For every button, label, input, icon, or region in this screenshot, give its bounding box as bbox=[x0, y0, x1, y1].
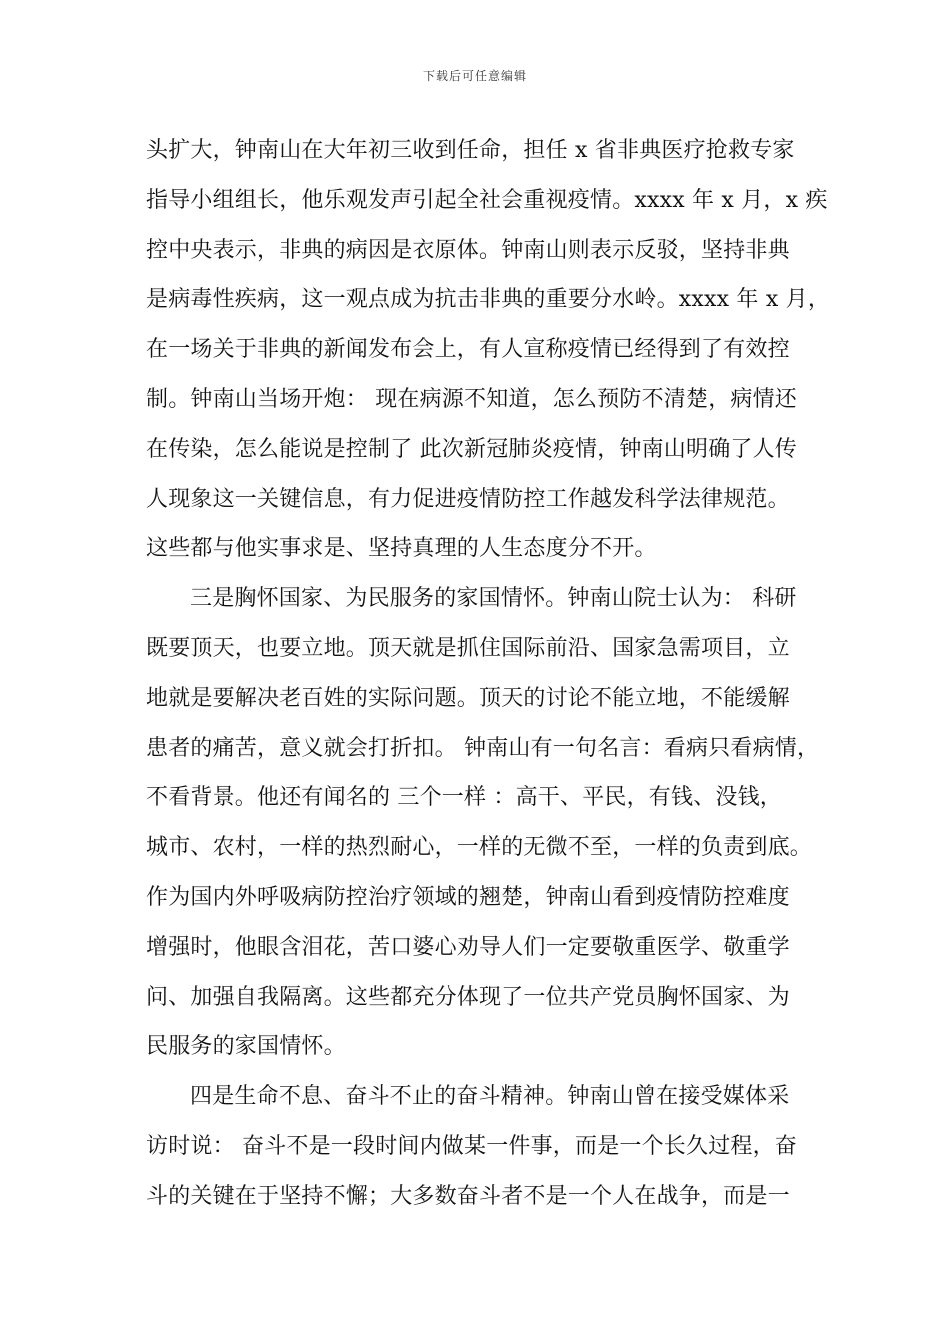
text-line: 三是胸怀国家、为民服务的家国情怀。钟南山院士认为： 科研 bbox=[190, 586, 797, 612]
text-line: 在一场关于非典的新闻发布会上，有人宣称疫情已经得到了有效控 bbox=[146, 337, 790, 363]
text-line: 四是生命不息、奋斗不止的奋斗精神。钟南山曾在接受媒体采 bbox=[190, 1084, 790, 1110]
text-line: 问、加强自我隔离。这些都充分体现了一位共产党员胸怀国家、为 bbox=[146, 984, 790, 1010]
text-line: 控中央表示，非典的病因是衣原体。钟南山则表示反驳，坚持非典 bbox=[146, 237, 790, 263]
text-line: 斗的关键在于坚持不懈；大多数奋斗者不是一个人在战争，而是一 bbox=[146, 1183, 790, 1209]
text-line: 指导小组组长，他乐观发声引起全社会重视疫情。xxxx 年 x 月，x 疾 bbox=[146, 187, 828, 213]
text-line: 患者的痛苦，意义就会打折扣。 钟南山有一句名言：看病只看病情， bbox=[146, 735, 820, 761]
text-line: 这些都与他实事求是、坚持真理的人生态度分不开。 bbox=[146, 536, 657, 562]
text-line: 是病毒性疾病，这一观点成为抗击非典的重要分水岭。xxxx 年 x 月， bbox=[146, 287, 831, 313]
text-line: 访时说： 奋斗不是一段时间内做某一件事，而是一个长久过程，奋 bbox=[146, 1133, 797, 1159]
page-header: 下载后可任意编辑 bbox=[422, 69, 527, 83]
text-line: 制。钟南山当场开炮： 现在病源不知道，怎么预防不清楚，病情还 bbox=[146, 386, 797, 412]
text-line: 头扩大，钟南山在大年初三收到任命，担任 x 省非典医疗抢救专家 bbox=[146, 138, 795, 163]
text-line: 民服务的家国情怀。 bbox=[146, 1034, 346, 1060]
text-line: 地就是要解决老百姓的实际问题。顶天的讨论不能立地，不能缓解 bbox=[146, 685, 790, 711]
text-line: 既要顶天，也要立地。顶天就是抓住国际前沿、国家急需项目，立 bbox=[146, 635, 790, 661]
text-line: 人现象这一关键信息，有力促进疫情防控工作越发科学法律规范。 bbox=[146, 486, 790, 512]
text-line: 增强时，他眼含泪花，苦口婆心劝导人们一定要敬重医学、敬重学 bbox=[146, 934, 790, 960]
text-line: 作为国内外呼吸病防控治疗领域的翘楚，钟南山看到疫情防控难度 bbox=[146, 884, 790, 910]
document-body bbox=[146, 126, 831, 1222]
text-line: 不看背景。他还有闻名的 三个一样 ：高干、平民，有钱、没钱， bbox=[146, 785, 782, 811]
text-line: 城市、农村，一样的热烈耐心，一样的无微不至，一样的负责到底。 bbox=[146, 835, 813, 861]
text-line: 在传染，怎么能说是控制了 此次新冠肺炎疫情，钟南山明确了人传 bbox=[146, 436, 797, 462]
